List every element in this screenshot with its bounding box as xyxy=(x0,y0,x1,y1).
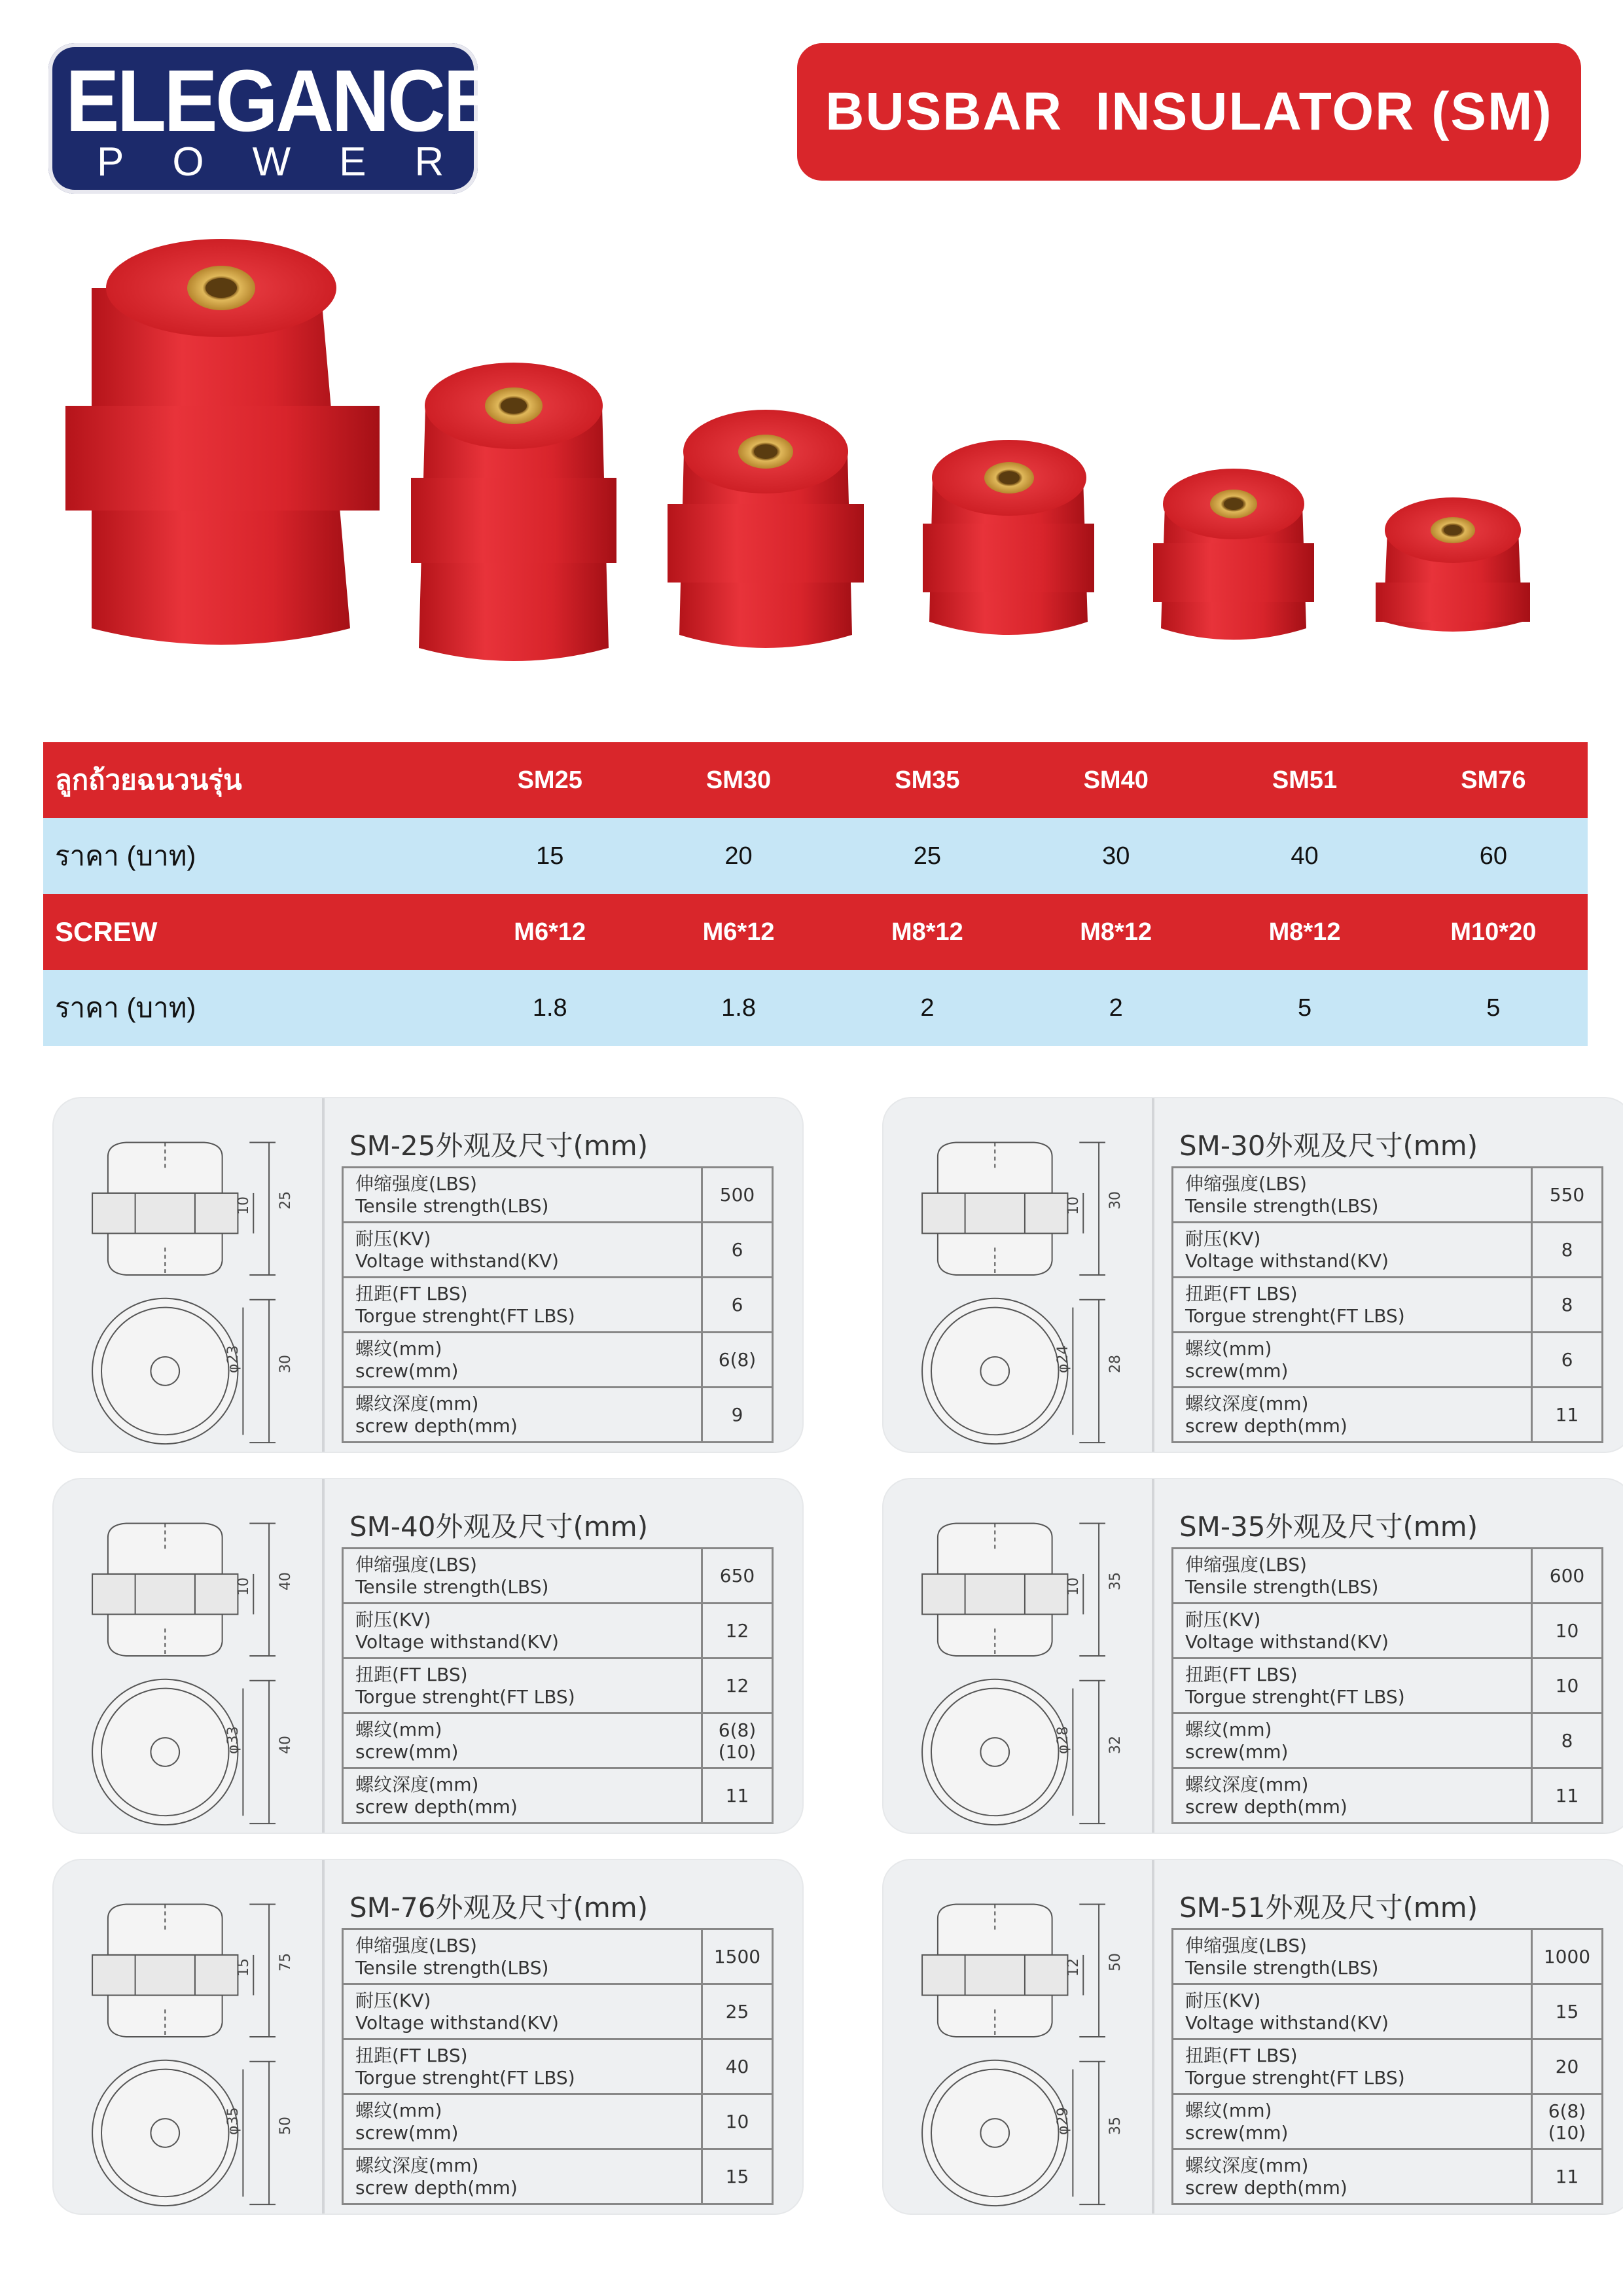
spec-value: 1500 xyxy=(702,1929,773,1984)
spec-label-en: Voltage withstand(KV) xyxy=(1185,1630,1389,1653)
table-cell: M6*12 xyxy=(702,918,775,946)
spec-label-en: screw depth(mm) xyxy=(355,2176,518,2198)
dimension-label-mid: 10 xyxy=(1065,1196,1082,1215)
spec-value: 550 xyxy=(1532,1168,1603,1223)
spec-label-cn: 耐压(KV) xyxy=(355,1989,431,2011)
spec-label xyxy=(343,1929,702,1984)
spec-label-cn: 扭距(FT LBS) xyxy=(355,1663,468,1685)
spec-label-en: Tensile strength(LBS) xyxy=(355,1575,549,1598)
spec-row xyxy=(343,1549,773,1604)
spec-row xyxy=(343,1768,773,1823)
spec-label xyxy=(1173,1388,1532,1443)
dimension-label-inner: φ28 xyxy=(1055,1726,1071,1754)
spec-label xyxy=(1173,1223,1532,1278)
spec-row xyxy=(1173,1929,1603,1984)
table-cell: 2 xyxy=(1109,994,1123,1022)
spec-label-en: Tensile strength(LBS) xyxy=(1185,1194,1379,1217)
spec-card-sm40 xyxy=(52,1478,804,1834)
spec-label xyxy=(343,1659,702,1713)
spec-value: 8 xyxy=(1532,1223,1603,1278)
spec-label-cn: 扭距(FT LBS) xyxy=(355,2044,468,2066)
spec-table xyxy=(1171,1928,1603,2205)
dimension-label-height: 35 xyxy=(1107,1572,1124,1590)
table-cell: M10*20 xyxy=(1450,918,1537,946)
spec-value: 11 xyxy=(702,1768,773,1823)
table-cell: 5 xyxy=(1486,994,1501,1022)
dimension-label-height: 40 xyxy=(277,1572,294,1590)
table-cell: 20 xyxy=(724,842,753,870)
dimension-label-mid: 10 xyxy=(236,1577,252,1596)
spec-value: 10 xyxy=(702,2094,773,2149)
spec-label-en: Voltage withstand(KV) xyxy=(355,1249,559,1272)
spec-row xyxy=(343,1278,773,1333)
spec-label-cn: 螺纹(mm) xyxy=(355,2099,442,2121)
spec-row xyxy=(343,1223,773,1278)
insulator-sm40 xyxy=(668,410,864,648)
table-row-insulator-price xyxy=(43,818,1588,894)
card-divider xyxy=(1152,1860,1154,2214)
table-cell: 25 xyxy=(913,842,942,870)
row-label: ราคา (บาท) xyxy=(55,840,196,871)
spec-row xyxy=(343,1168,773,1223)
insulator-sm30 xyxy=(1153,469,1314,640)
spec-value: 6 xyxy=(702,1223,773,1278)
spec-value: 500 xyxy=(702,1168,773,1223)
spec-row xyxy=(343,1929,773,1984)
table-cell: SM25 xyxy=(517,766,582,794)
spec-label xyxy=(343,1333,702,1388)
spec-label-en: Torgue strenght(FT LBS) xyxy=(1185,1304,1405,1327)
brand-subname: POWER xyxy=(97,139,493,185)
spec-value: 11 xyxy=(1532,2149,1603,2204)
table-row-models xyxy=(43,742,1588,818)
spec-table xyxy=(342,1166,774,1443)
dimension-drawing xyxy=(54,1098,322,1452)
spec-label-en: screw depth(mm) xyxy=(355,1414,518,1437)
dimension-label-outer: 40 xyxy=(277,1736,294,1754)
dimension-drawing xyxy=(54,1479,322,1833)
spec-label-en: Voltage withstand(KV) xyxy=(355,2011,559,2034)
spec-card-title: SM-51外观及尺寸(mm) xyxy=(1179,1892,1478,1924)
spec-label xyxy=(343,1223,702,1278)
dimension-label-inner: φ29 xyxy=(1055,2107,1071,2135)
spec-label xyxy=(343,1388,702,1443)
spec-card-title: SM-25外观及尺寸(mm) xyxy=(349,1130,649,1162)
table-cell: M8*12 xyxy=(891,918,963,946)
spec-label-cn: 伸缩强度(LBS) xyxy=(1185,1172,1307,1194)
dimension-label-outer: 32 xyxy=(1107,1736,1124,1754)
spec-label xyxy=(1173,1168,1532,1223)
dimension-label-height: 25 xyxy=(277,1191,294,1210)
spec-label-cn: 扭距(FT LBS) xyxy=(1185,1663,1298,1685)
table-cell: 2 xyxy=(920,994,935,1022)
spec-row xyxy=(343,1713,773,1768)
row-label: ราคา (บาท) xyxy=(55,992,196,1023)
spec-value: 15 xyxy=(1532,1984,1603,2039)
spec-value: 6 xyxy=(702,1278,773,1333)
table-cell: 15 xyxy=(536,842,564,870)
spec-label-cn: 螺纹(mm) xyxy=(1185,1718,1272,1740)
spec-row xyxy=(1173,1604,1603,1659)
spec-row xyxy=(1173,1223,1603,1278)
dimension-label-inner: φ33 xyxy=(225,1726,241,1754)
spec-label-en: screw depth(mm) xyxy=(1185,1795,1347,1818)
spec-label-en: screw(mm) xyxy=(355,2121,459,2144)
table-cell: 30 xyxy=(1102,842,1130,870)
spec-label-cn: 耐压(KV) xyxy=(355,1227,431,1249)
spec-label-en: screw depth(mm) xyxy=(1185,2176,1347,2198)
spec-row xyxy=(1173,1549,1603,1604)
spec-card-title: SM-35外观及尺寸(mm) xyxy=(1179,1511,1478,1543)
card-divider xyxy=(322,1860,325,2214)
spec-label-en: screw(mm) xyxy=(355,1359,459,1382)
card-divider xyxy=(1152,1479,1154,1833)
spec-label xyxy=(1173,1278,1532,1333)
spec-row xyxy=(1173,1713,1603,1768)
spec-card-sm30 xyxy=(882,1097,1623,1453)
spec-label-cn: 螺纹(mm) xyxy=(1185,2099,1272,2121)
spec-label xyxy=(343,2149,702,2204)
product-photo xyxy=(52,229,1610,700)
spec-label-cn: 螺纹深度(mm) xyxy=(1185,2154,1309,2176)
spec-label xyxy=(343,1549,702,1604)
spec-label-cn: 螺纹深度(mm) xyxy=(1185,1773,1309,1795)
spec-label-en: Tensile strength(LBS) xyxy=(1185,1575,1379,1598)
spec-label xyxy=(1173,1929,1532,1984)
spec-row xyxy=(343,2094,773,2149)
card-divider xyxy=(322,1098,325,1452)
spec-label-en: Tensile strength(LBS) xyxy=(355,1956,549,1979)
table-cell: 1.8 xyxy=(721,994,756,1022)
spec-row xyxy=(343,1604,773,1659)
spec-label xyxy=(343,1984,702,2039)
spec-value: 11 xyxy=(1532,1388,1603,1443)
spec-table xyxy=(342,1928,774,2205)
spec-label-en: Tensile strength(LBS) xyxy=(1185,1956,1379,1979)
spec-label-en: Voltage withstand(KV) xyxy=(1185,1249,1389,1272)
table-cell: SM30 xyxy=(705,766,772,794)
spec-value: 6 xyxy=(1532,1333,1603,1388)
card-divider xyxy=(1152,1098,1154,1452)
spec-label xyxy=(343,1604,702,1659)
spec-card-sm35 xyxy=(882,1478,1623,1834)
spec-label-cn: 螺纹深度(mm) xyxy=(355,1773,479,1795)
dimension-label-outer: 35 xyxy=(1107,2117,1124,2135)
spec-card-title: SM-30外观及尺寸(mm) xyxy=(1179,1130,1478,1162)
spec-label-en: Torgue strenght(FT LBS) xyxy=(355,1685,575,1708)
spec-row xyxy=(343,2149,773,2204)
dimension-label-mid: 12 xyxy=(1065,1958,1082,1977)
table-cell: 5 xyxy=(1297,994,1312,1022)
spec-row xyxy=(1173,1278,1603,1333)
spec-row xyxy=(343,1659,773,1713)
spec-value: 40 xyxy=(702,2039,773,2094)
spec-label-cn: 耐压(KV) xyxy=(1185,1989,1261,2011)
table-cell: SM76 xyxy=(1461,766,1526,794)
spec-label-en: Voltage withstand(KV) xyxy=(1185,2011,1389,2034)
spec-row xyxy=(1173,1333,1603,1388)
spec-value: 9 xyxy=(702,1388,773,1443)
spec-label xyxy=(1173,1659,1532,1713)
dimension-drawing xyxy=(883,1479,1152,1833)
spec-label xyxy=(343,1768,702,1823)
spec-row xyxy=(343,1388,773,1443)
table-cell: M8*12 xyxy=(1080,918,1152,946)
insulator-sm35 xyxy=(923,440,1094,635)
dimension-label-height: 50 xyxy=(1107,1953,1124,1971)
spec-label xyxy=(1173,1984,1532,2039)
spec-label-cn: 螺纹深度(mm) xyxy=(355,2154,479,2176)
spec-row xyxy=(1173,1168,1603,1223)
insulator-sm51 xyxy=(411,363,616,661)
spec-label-cn: 耐压(KV) xyxy=(355,1608,431,1630)
spec-value: 15 xyxy=(702,2149,773,2204)
spec-label-cn: 耐压(KV) xyxy=(1185,1608,1261,1630)
spec-value: 25 xyxy=(702,1984,773,2039)
dimension-label-mid: 10 xyxy=(236,1196,252,1215)
spec-label xyxy=(1173,2149,1532,2204)
spec-row xyxy=(343,1984,773,2039)
dimension-label-outer: 50 xyxy=(277,2117,294,2135)
spec-label-cn: 扭距(FT LBS) xyxy=(355,1282,468,1304)
spec-label-cn: 扭距(FT LBS) xyxy=(1185,1282,1298,1304)
spec-label-en: screw(mm) xyxy=(1185,1740,1289,1763)
spec-value: 12 xyxy=(702,1659,773,1713)
dimension-label-outer: 30 xyxy=(277,1355,294,1373)
brand-logo xyxy=(48,43,495,194)
spec-row xyxy=(1173,1984,1603,2039)
spec-row xyxy=(1173,2039,1603,2094)
spec-label-en: Tensile strength(LBS) xyxy=(355,1194,549,1217)
spec-card-sm76 xyxy=(52,1859,804,2215)
spec-label xyxy=(1173,1604,1532,1659)
spec-label-cn: 扭距(FT LBS) xyxy=(1185,2044,1298,2066)
spec-label-en: screw(mm) xyxy=(1185,1359,1289,1382)
spec-value: 12 xyxy=(702,1604,773,1659)
spec-card-sm25 xyxy=(52,1097,804,1453)
spec-label-en: Torgue strenght(FT LBS) xyxy=(355,2066,575,2089)
table-row-screw xyxy=(43,894,1588,970)
spec-label-en: screw depth(mm) xyxy=(1185,1414,1347,1437)
spec-card-sm51 xyxy=(882,1859,1623,2215)
spec-label-en: Torgue strenght(FT LBS) xyxy=(1185,2066,1405,2089)
spec-table xyxy=(1171,1166,1603,1443)
insulator-sm76 xyxy=(65,239,380,645)
spec-value: 10 xyxy=(1532,1659,1603,1713)
spec-table xyxy=(342,1547,774,1824)
spec-card-title: SM-76外观及尺寸(mm) xyxy=(349,1892,649,1924)
spec-row xyxy=(343,2039,773,2094)
spec-value: 600 xyxy=(1532,1549,1603,1604)
spec-label-cn: 伸缩强度(LBS) xyxy=(355,1553,477,1575)
spec-label-cn: 螺纹(mm) xyxy=(1185,1337,1272,1359)
insulator-sm25 xyxy=(1376,497,1530,632)
spec-row xyxy=(1173,1768,1603,1823)
spec-value: 650 xyxy=(702,1549,773,1604)
table-cell: 60 xyxy=(1479,842,1507,870)
spec-label-cn: 伸缩强度(LBS) xyxy=(1185,1934,1307,1956)
brand-name: ELEGANCE xyxy=(65,52,495,150)
dimension-label-inner: φ23 xyxy=(225,1345,241,1373)
spec-label xyxy=(343,1278,702,1333)
dimension-label-mid: 15 xyxy=(236,1958,252,1977)
spec-value: 11 xyxy=(1532,1768,1603,1823)
dimension-drawing xyxy=(883,1860,1152,2214)
table-cell: 1.8 xyxy=(532,994,567,1022)
spec-label xyxy=(1173,2094,1532,2149)
card-divider xyxy=(322,1479,325,1833)
spec-label-cn: 螺纹深度(mm) xyxy=(355,1392,479,1414)
spec-label xyxy=(1173,1333,1532,1388)
spec-value: 10 xyxy=(1532,1604,1603,1659)
spec-label-cn: 伸缩强度(LBS) xyxy=(1185,1553,1307,1575)
table-cell: SM40 xyxy=(1083,766,1149,794)
spec-label-en: screw depth(mm) xyxy=(355,1795,518,1818)
spec-label-cn: 伸缩强度(LBS) xyxy=(355,1934,477,1956)
spec-label-en: screw(mm) xyxy=(355,1740,459,1763)
spec-row xyxy=(1173,2149,1603,2204)
spec-label xyxy=(343,2039,702,2094)
spec-value: 1000 xyxy=(1532,1929,1603,1984)
spec-row xyxy=(343,1333,773,1388)
dimension-label-inner: φ24 xyxy=(1055,1345,1071,1373)
spec-label-en: screw(mm) xyxy=(1185,2121,1289,2144)
spec-label xyxy=(1173,1713,1532,1768)
table-cell: SM51 xyxy=(1272,766,1338,794)
spec-label xyxy=(1173,2039,1532,2094)
table-cell: M6*12 xyxy=(514,918,586,946)
spec-row xyxy=(1173,2094,1603,2149)
spec-value: 6(8)(10) xyxy=(1532,2094,1603,2149)
spec-label xyxy=(1173,1768,1532,1823)
spec-row xyxy=(1173,1388,1603,1443)
spec-label xyxy=(343,2094,702,2149)
spec-label-cn: 螺纹(mm) xyxy=(355,1718,442,1740)
spec-label-en: Voltage withstand(KV) xyxy=(355,1630,559,1653)
spec-label-cn: 螺纹(mm) xyxy=(355,1337,442,1359)
spec-value: 8 xyxy=(1532,1713,1603,1768)
dimension-label-height: 75 xyxy=(277,1953,294,1971)
spec-label-cn: 伸缩强度(LBS) xyxy=(355,1172,477,1194)
spec-table xyxy=(1171,1547,1603,1824)
spec-value: 20 xyxy=(1532,2039,1603,2094)
spec-label xyxy=(343,1713,702,1768)
spec-card-title: SM-40外观及尺寸(mm) xyxy=(349,1511,649,1543)
spec-value: 6(8) xyxy=(702,1333,773,1388)
row-label: ลูกถ้วยฉนวนรุ่น xyxy=(55,764,242,795)
dimension-label-outer: 28 xyxy=(1107,1355,1124,1373)
dimension-drawing xyxy=(883,1098,1152,1452)
dimension-label-mid: 10 xyxy=(1065,1577,1082,1596)
dimension-drawing xyxy=(54,1860,322,2214)
table-cell: SM35 xyxy=(895,766,960,794)
spec-label-cn: 螺纹深度(mm) xyxy=(1185,1392,1309,1414)
spec-label-cn: 耐压(KV) xyxy=(1185,1227,1261,1249)
spec-value: 8 xyxy=(1532,1278,1603,1333)
spec-label-en: Torgue strenght(FT LBS) xyxy=(1185,1685,1405,1708)
table-cell: M8*12 xyxy=(1268,918,1341,946)
dimension-label-inner: φ35 xyxy=(225,2107,241,2135)
spec-row xyxy=(1173,1659,1603,1713)
table-cell: 40 xyxy=(1291,842,1319,870)
price-table xyxy=(43,742,1588,1046)
spec-value: 6(8)(10) xyxy=(702,1713,773,1768)
dimension-label-height: 30 xyxy=(1107,1191,1124,1210)
page-title: BUSBAR INSULATOR (SM) xyxy=(797,43,1581,181)
spec-label-en: Torgue strenght(FT LBS) xyxy=(355,1304,575,1327)
table-row-screw-price xyxy=(43,970,1588,1046)
spec-label xyxy=(1173,1549,1532,1604)
row-label: SCREW xyxy=(55,916,158,947)
spec-label xyxy=(343,1168,702,1223)
